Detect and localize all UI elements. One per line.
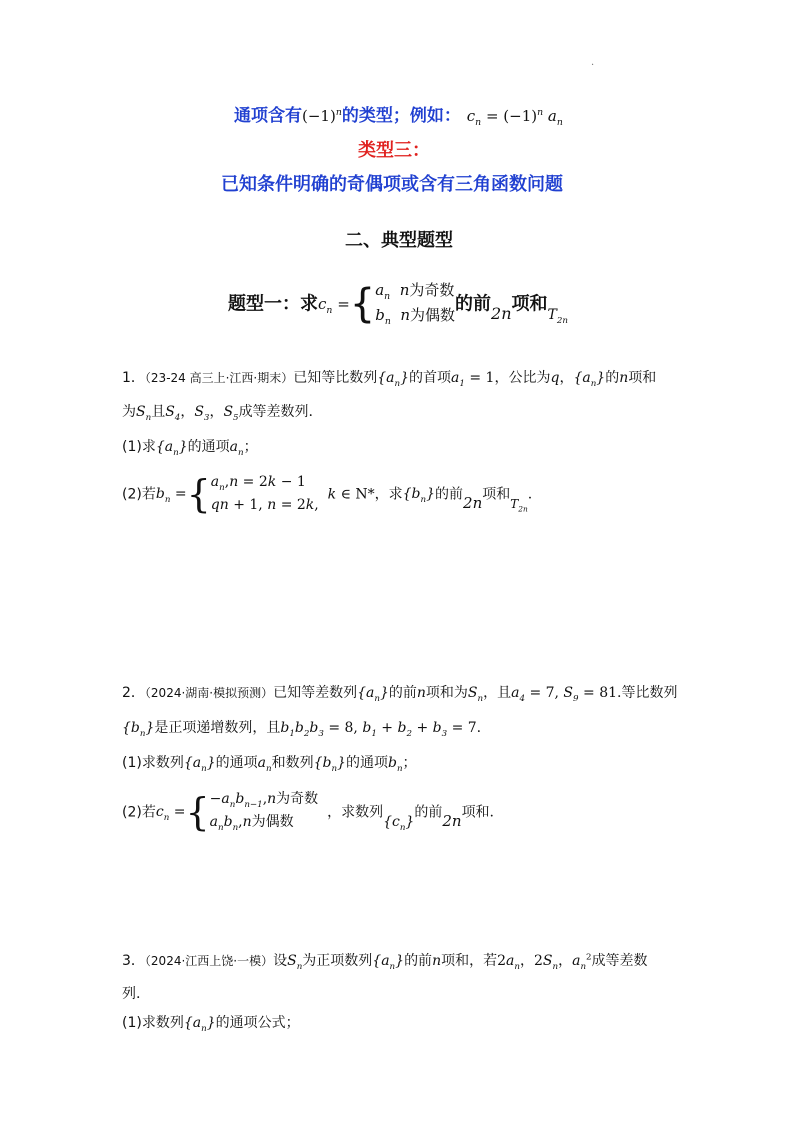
header-line-1: 通项含有$(-1)^n$的类型；例如： $c_n = (-1)^n$ $a_n$ (234, 106, 563, 128)
problem-3-question-1: (1)求数列$\{a_n\}$的通项公式； (122, 1015, 300, 1034)
problem-3-line-1: 3．（2024·江西上饶·一模）设$S_n$为正项数列$\{a_n\}$的前n项和，若$2a_n$，$2S_n$，$a_n^2$成等差数 (122, 952, 648, 972)
header-line-1-mid: 的类型；例如： (341, 106, 461, 126)
header-line-1-prefix: 通项含有 (234, 106, 302, 126)
problem-1-number: 1． (122, 370, 145, 386)
problem-3-source: （2024·江西上饶·一模） (144, 954, 274, 968)
problem-2-question-1: (1)求数列$\{a_n\}$的通项$a_n$和数列$\{b_n\}$的通项$b_n$； (122, 755, 417, 774)
type-one-mid: 的前 (455, 293, 492, 315)
problem-2-line-2: $\{b_n\}$是正项递增数列，且$b_1b_2b_3 = 8$, $b_1 + b_2 + b_3 = 7$. (122, 720, 482, 739)
corner-mark: · (591, 60, 595, 71)
problem-2-line-1: 2．（2024·湖南·模拟预测）已知等差数列$\{a_n\}$的前n项和为$S_n$，且$a_4 = 7$, $S_9 = 81$.等比数列 (122, 685, 678, 704)
type-three-label: 类型三： (358, 140, 430, 161)
problem-3-line-2: 列. (122, 986, 141, 1002)
problem-2-source: （2024·湖南·模拟预测） (144, 686, 274, 700)
problem-1-question-2: (2)若$b_n =\{a_n,n = 2k - 1$ qn + 1, n = 2k, k ∈ N*，求$\{b_n\}$的前2n项和$T_{2n}$. (122, 472, 533, 517)
type-one-case-even: 为偶数 (410, 306, 456, 325)
problem-1-source: （23-24 高三上·江西·期末） (144, 371, 294, 385)
type-three-title: 已知条件明确的奇偶项或含有三角函数问题 (221, 174, 563, 195)
problem-2-question-2: (2)若$c_n =\{-a_nb_{n-1},n$为奇数 $a_nb_n,n$为偶数 ，求数列$\{c_n\}$的前2n项和. (122, 790, 495, 835)
problem-3-number: 3． (122, 953, 145, 969)
problem-1-line-1: 1．（23-24 高三上·江西·期末）已知等比数列$\{a_n\}$的首项$a_1 = 1$，公比为q，$\{a_n\}$的n项和 (122, 370, 657, 389)
problem-1-line-2: 为$S_n$且$S_4$，$S_3$，$S_5$成等差数列. (122, 404, 314, 423)
section-heading: 二、典型题型 (345, 230, 453, 251)
type-one-suffix: 项和 (511, 293, 548, 315)
type-one-prefix: 题型一：求 (228, 293, 318, 315)
problem-2-number: 2． (122, 685, 145, 701)
type-one-case-odd: 为奇数 (409, 281, 455, 299)
type-one-heading: 题型一：求$c_n =\{a_n$ n为奇数 $b_n$ n为偶数的前2n项和$T_{2n}$ (228, 281, 568, 328)
problem-1-question-1: (1)求$\{a_n\}$的通项$a_n$； (122, 439, 258, 458)
